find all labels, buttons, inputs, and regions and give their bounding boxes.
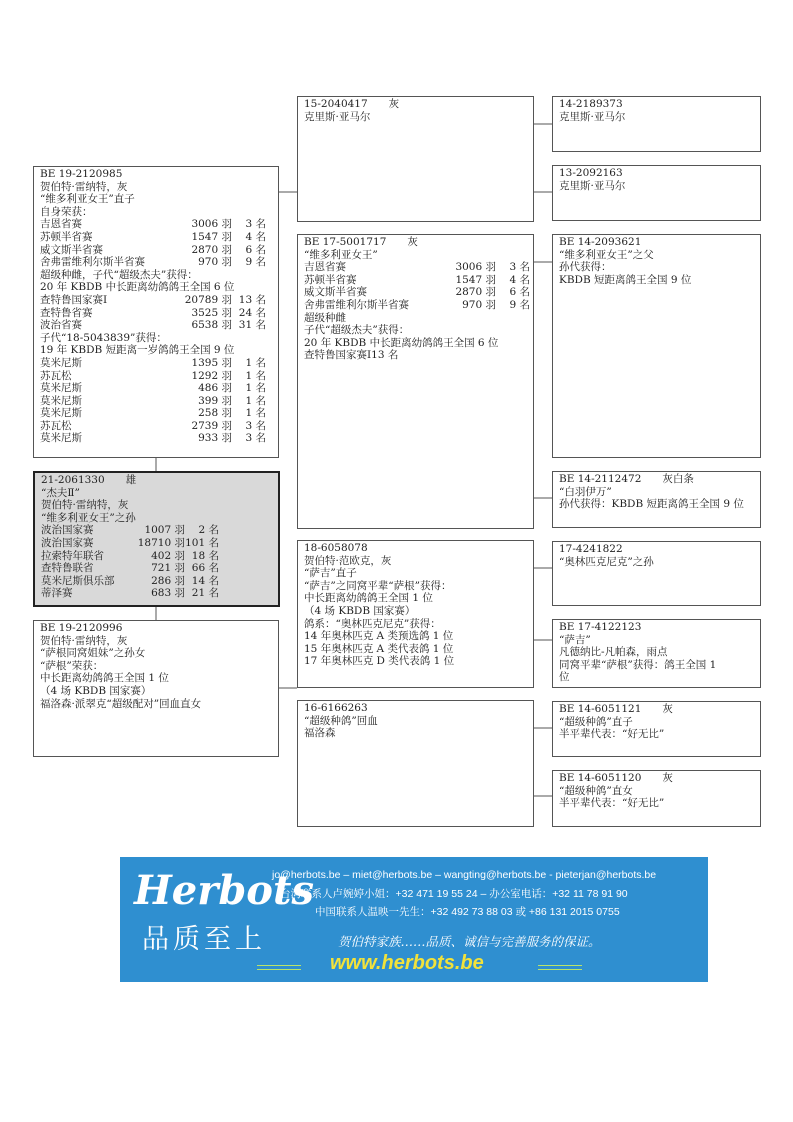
pedigree-text-line: “白羽伊万” <box>559 485 612 498</box>
race-name: 吉恩省赛 <box>40 218 82 231</box>
race-result-row <box>40 420 278 433</box>
contact-emails[interactable]: jo@herbots.be – miet@herbots.be – wangting@herbots.be - pieterjan@herbots.be <box>272 869 657 881</box>
race-name: 苏顿半省赛 <box>304 273 357 286</box>
bird-count: 1292 羽 <box>191 369 232 382</box>
race-result-row <box>40 256 278 269</box>
race-result-row <box>41 562 278 575</box>
race-result-row <box>40 294 278 307</box>
bird-count: 18710 羽 <box>137 536 185 549</box>
bird-count: 1547 羽 <box>191 230 232 243</box>
race-result-row <box>40 357 278 370</box>
pedigree-text-line: 自身荣获： <box>40 205 93 218</box>
dam-card <box>33 620 279 757</box>
pedigree-text-line: “维多利亚女王”直子 <box>40 193 135 206</box>
race-result-row <box>40 395 278 408</box>
pedigree-text-line: 20 年 KBDB 中长距离幼鸽鸽王全国 6 位 <box>40 281 235 294</box>
placing: 1 名 <box>245 394 266 407</box>
great-grandparent-card <box>552 234 761 458</box>
placing: 1 名 <box>245 356 266 369</box>
placing: 3 名 <box>245 419 266 432</box>
grandsire-maternal-card <box>297 540 534 688</box>
bird-count: 486 羽 <box>198 382 232 395</box>
bird-count: 3006 羽 <box>455 261 496 274</box>
race-result-row <box>40 382 278 395</box>
china-contact: 中国联系人温映一先生：+32 492 73 88 03 或 +86 131 2015 0755 <box>315 906 620 918</box>
race-result-row <box>40 244 278 257</box>
pedigree-text-line: 中长距离幼鸽鸽王全国 1 位 <box>40 672 169 685</box>
placing: 13 名 <box>238 293 266 306</box>
race-name: 舍弗雷维利尔斯半省赛 <box>304 298 409 311</box>
ring-number: BE 19-2120996 <box>40 622 123 634</box>
pedigree-text-line: “萨根”荣获： <box>40 659 104 672</box>
ring-number: 13-2092163 <box>559 167 623 179</box>
pedigree-text-line: “奥林匹克尼克”之孙 <box>559 555 654 568</box>
ring-number: 16-6166263 <box>304 702 368 714</box>
pedigree-text-line: “超级种鸽”直子 <box>559 715 633 728</box>
placing: 4 名 <box>245 230 266 243</box>
bird-count: 683 羽 <box>151 587 185 600</box>
race-name: 威文斯半省赛 <box>40 243 103 256</box>
race-name: 莫米尼斯 <box>40 356 82 369</box>
bird-count: 2739 羽 <box>191 419 232 432</box>
bird-count: 286 羽 <box>151 574 185 587</box>
pedigree-text-line: 位 <box>559 671 570 684</box>
pedigree-text-line: 17 年奥林匹克 D 类代表鸽 1 位 <box>304 655 455 668</box>
placing: 9 名 <box>245 256 266 269</box>
bird-count: 258 羽 <box>198 407 232 420</box>
bird-count: 6538 羽 <box>191 319 232 332</box>
race-result-row <box>41 537 278 550</box>
pedigree-text-line: “杰夫Ⅱ” <box>41 486 80 499</box>
pedigree-text-line: 半平辈代表：“好无比” <box>559 728 665 741</box>
great-grandparent-card <box>552 165 761 221</box>
race-name: 拉索特年联省 <box>41 549 104 562</box>
great-grandparent-card <box>552 96 761 152</box>
bird-count: 2870 羽 <box>455 286 496 299</box>
bird-count: 970 羽 <box>198 256 232 269</box>
pedigree-text-line: 贺伯特·雷纳特，灰 <box>40 180 128 193</box>
placing: 4 名 <box>509 273 530 286</box>
great-grandparent-card <box>552 541 761 606</box>
pedigree-text-line: 14 年奥林匹克 A 类预选鸽 1 位 <box>304 630 454 643</box>
pedigree-text-line: 中长距离幼鸽鸽王全国 1 位 <box>304 592 433 605</box>
ring-number: 14-2189373 <box>559 98 623 110</box>
race-name: 威文斯半省赛 <box>304 286 367 299</box>
placing: 24 名 <box>238 306 266 319</box>
placing: 66 名 <box>191 562 219 575</box>
bird-count: 1547 羽 <box>455 273 496 286</box>
decorative-divider <box>538 965 582 970</box>
placing: 1 名 <box>245 382 266 395</box>
pedigree-text-line: 贺伯特·雷纳特，灰 <box>40 634 128 647</box>
pedigree-text-line: 克里斯·亚马尔 <box>559 179 626 192</box>
pedigree-text-line: 超级种雌，子代“超级杰夫”获得： <box>40 268 198 281</box>
placing: 1 名 <box>245 369 266 382</box>
ring-number: 18-6058078 <box>304 542 368 554</box>
race-name: 查特鲁省赛 <box>40 306 93 319</box>
ring-number: BE 14-2093621 <box>559 236 642 248</box>
pedigree-text-line: 超级种雌 <box>304 311 346 324</box>
race-name: 苏顿半省赛 <box>40 230 93 243</box>
placing: 6 名 <box>245 243 266 256</box>
pedigree-text-line: （4 场 KBDB 国家赛） <box>304 604 416 617</box>
pedigree-text-line: KBDB 短距离鸽王全国 9 位 <box>559 273 692 286</box>
great-grandparent-card <box>552 471 761 528</box>
race-name: 舍弗雷维利尔斯半省赛 <box>40 256 145 269</box>
placing: 101 名 <box>185 536 219 549</box>
placing: 14 名 <box>191 574 219 587</box>
placing: 3 名 <box>509 261 530 274</box>
placing: 31 名 <box>238 319 266 332</box>
race-result-row <box>40 370 278 383</box>
pedigree-text-line: 克里斯·亚马尔 <box>559 110 626 123</box>
pedigree-text-line: 半平辈代表：“好无比” <box>559 797 665 810</box>
motto: 贺伯特家族……品质、诚信与完善服务的保证。 <box>338 934 601 949</box>
grandsire-paternal-card <box>297 96 534 222</box>
pedigree-text-line: 贺伯特·雷纳特，灰 <box>41 499 129 512</box>
race-result-row <box>304 274 533 287</box>
ring-number: 17-4241822 <box>559 543 623 555</box>
placing: 6 名 <box>509 286 530 299</box>
bird-count: 1007 羽 <box>144 524 185 537</box>
ring-number: BE 17-4122123 <box>559 621 642 633</box>
ring-number: BE 19-2120985 <box>40 168 123 180</box>
bird-count: 933 羽 <box>198 432 232 445</box>
placing: 1 名 <box>245 407 266 420</box>
great-grandparent-card <box>552 619 761 688</box>
race-result-row <box>41 524 278 537</box>
pedigree-text-line: “维多利亚女王”之父 <box>559 248 654 261</box>
pedigree-text-line: 贺伯特·范欧克，灰 <box>304 554 392 567</box>
great-grandparent-card <box>552 701 761 757</box>
race-result-row <box>41 587 278 600</box>
pedigree-text-line: “萨吉” <box>559 633 591 646</box>
herbots-banner <box>120 857 708 982</box>
pedigree-text-line: 20 年 KBDB 中长距离幼鸽鸽王全国 6 位 <box>304 336 499 349</box>
bird-count: 1395 羽 <box>191 356 232 369</box>
race-name: 莫米尼斯 <box>40 394 82 407</box>
slogan: 品质至上 <box>142 924 266 955</box>
race-name: 莫米尼斯 <box>40 382 82 395</box>
bird-count: 970 羽 <box>462 298 496 311</box>
granddam-paternal-card <box>297 234 534 529</box>
race-result-row <box>40 319 278 332</box>
race-result-row <box>41 550 278 563</box>
sire-card <box>33 166 279 458</box>
placing: 3 名 <box>245 218 266 231</box>
herbots-logo: Herbots <box>134 867 314 914</box>
ring-number: 15-2040417 灰 <box>304 98 400 110</box>
pedigree-text-line: “超级种鸽”回血 <box>304 714 378 727</box>
ring-number: BE 14-6051120 灰 <box>559 772 673 784</box>
race-name: 查特鲁国家赛Ⅰ <box>40 293 108 306</box>
pedigree-text-line: 凡德纳比-凡帕森，雨点 <box>559 646 668 659</box>
pedigree-text-line: 鸽系：“奥林匹克尼克”获得： <box>304 617 441 630</box>
race-name: 莫米尼斯 <box>40 407 82 420</box>
bird-count: 2870 羽 <box>191 243 232 256</box>
pedigree-text-line: 孙代获得：KBDB 短距离鸽王全国 9 位 <box>559 498 744 511</box>
race-result-row <box>40 432 278 445</box>
pedigree-text-line: “萨吉”之同窝平辈“萨根”获得： <box>304 579 452 592</box>
ring-number: 21-2061330 雄 <box>41 474 137 486</box>
taiwan-contact: 台湾联系人卢婉婷小姐：+32 471 19 55 24 – 办公室电话：+32 11 78 91 90 <box>280 888 628 900</box>
subject-pigeon-card <box>33 471 280 607</box>
pedigree-text-line: 孙代获得： <box>559 261 612 274</box>
pedigree-text-line: 查特鲁国家赛Ⅰ13 名 <box>304 349 399 362</box>
race-name: 波治国家赛 <box>41 536 94 549</box>
ring-number: BE 17-5001717 灰 <box>304 236 418 248</box>
pedigree-text-line: “萨根同窝姐妹”之孙女 <box>40 647 146 660</box>
pedigree-text-line: 克里斯·亚马尔 <box>304 110 371 123</box>
ring-number: BE 14-2112472 灰白条 <box>559 473 694 485</box>
race-result-row <box>40 218 278 231</box>
pedigree-text-line: 子代“超级杰夫”获得： <box>304 324 410 337</box>
race-name: 吉恩省赛 <box>304 261 346 274</box>
bird-count: 721 羽 <box>151 562 185 575</box>
race-name: 波治国家赛 <box>41 524 94 537</box>
pedigree-text-line: 同窝平辈“萨根”获得：鸽王全国 1 <box>559 658 717 671</box>
ring-number: BE 14-6051121 灰 <box>559 703 673 715</box>
race-name: 莫米尼斯俱乐部 <box>41 574 115 587</box>
pedigree-text-line: “维多利亚女王”之孙 <box>41 511 136 524</box>
race-name: 苏瓦松 <box>40 419 72 432</box>
race-result-row <box>40 231 278 244</box>
bird-count: 3006 羽 <box>191 218 232 231</box>
race-result-row <box>304 286 533 299</box>
pedigree-text-line: 15 年奥林匹克 A 类代表鸽 1 位 <box>304 642 454 655</box>
bird-count: 402 羽 <box>151 549 185 562</box>
granddam-maternal-card <box>297 700 534 827</box>
website-link[interactable]: www.herbots.be <box>330 952 484 974</box>
placing: 2 名 <box>198 524 219 537</box>
race-result-row <box>41 575 278 588</box>
pedigree-text-line: “维多利亚女王” <box>304 248 378 261</box>
pedigree-text-line: “超级种鸽”直女 <box>559 784 633 797</box>
race-name: 莫米尼斯 <box>40 432 82 445</box>
placing: 3 名 <box>245 432 266 445</box>
pedigree-text-line: 子代“18-5043839”获得： <box>40 331 167 344</box>
decorative-divider <box>257 965 301 970</box>
bird-count: 3525 羽 <box>191 306 232 319</box>
race-name: 蒂泽赛 <box>41 587 73 600</box>
pedigree-text-line: 19 年 KBDB 短距离一岁鸽鸽王全国 9 位 <box>40 344 235 357</box>
race-name: 波治省赛 <box>40 319 82 332</box>
placing: 18 名 <box>191 549 219 562</box>
placing: 21 名 <box>191 587 219 600</box>
bird-count: 20789 羽 <box>184 293 232 306</box>
pedigree-text-line: 福洛森 <box>304 727 336 740</box>
race-result-row <box>40 307 278 320</box>
great-grandparent-card <box>552 770 761 827</box>
pedigree-text-line: “萨吉”直子 <box>304 567 357 580</box>
race-name: 查特鲁联省 <box>41 562 94 575</box>
race-result-row <box>304 299 533 312</box>
race-name: 苏瓦松 <box>40 369 72 382</box>
bird-count: 399 羽 <box>198 394 232 407</box>
pedigree-text-line: （4 场 KBDB 国家赛） <box>40 684 152 697</box>
pedigree-text-line: 福洛森·派翠克“超级配对”回血直女 <box>40 697 202 710</box>
placing: 9 名 <box>509 298 530 311</box>
race-result-row <box>40 407 278 420</box>
race-result-row <box>304 261 533 274</box>
